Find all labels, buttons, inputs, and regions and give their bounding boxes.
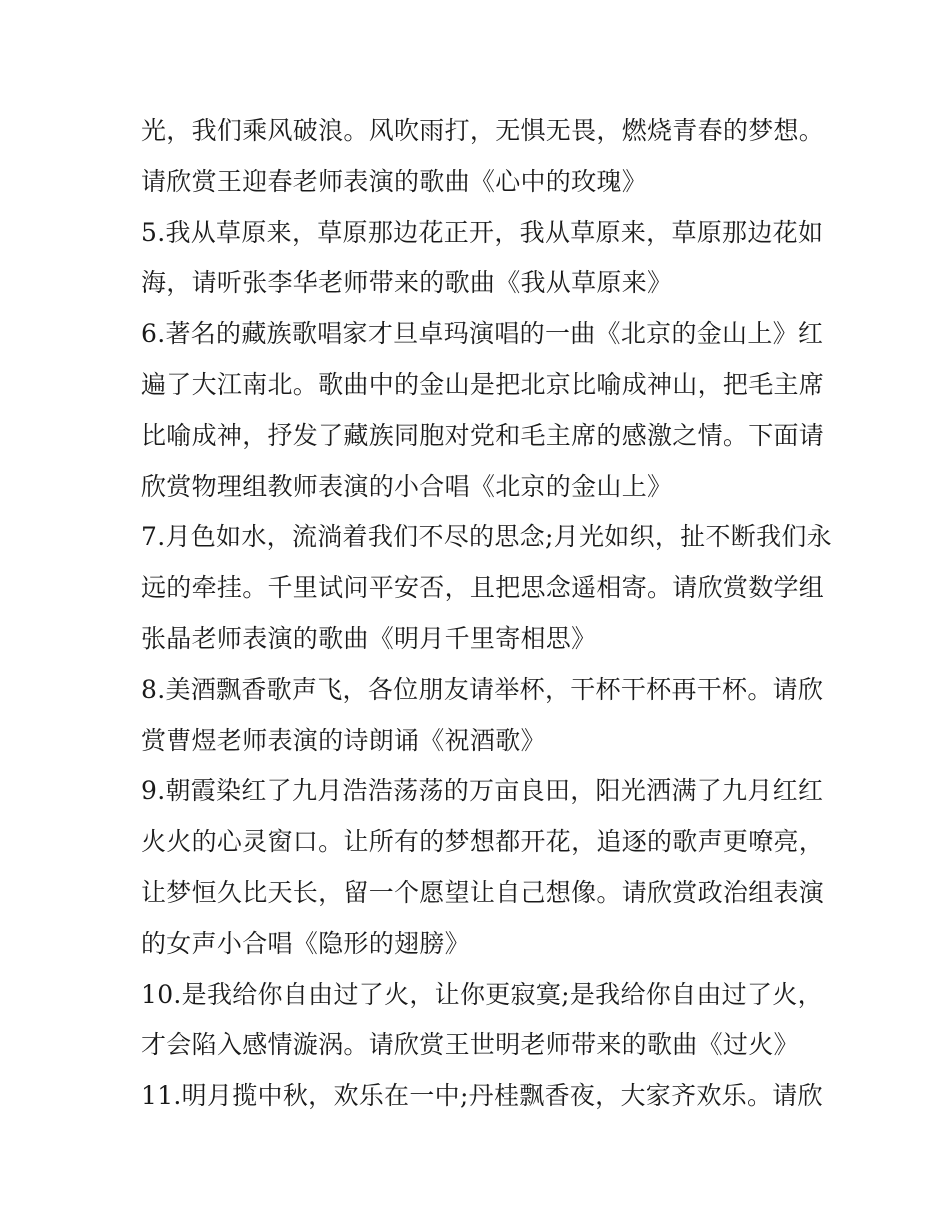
text-line: 赏曹煜老师表演的诗朗诵《祝酒歌》 bbox=[141, 725, 546, 755]
text-line: 火火的心灵窗口。让所有的梦想都开花，追逐的歌声更嘹亮， bbox=[141, 827, 825, 857]
text-line: 让梦恒久比天长，留一个愿望让自己想像。请欣赏政治组表演 bbox=[141, 877, 825, 907]
text-line: 6.著名的藏族歌唱家才旦卓玛演唱的一曲《北京的金山上》红 bbox=[141, 319, 824, 349]
text-line: 远的牵挂。千里试问平安否，且把思念遥相寄。请欣赏数学组 bbox=[141, 573, 825, 603]
text-line: 比喻成神，抒发了藏族同胞对党和毛主席的感激之情。下面请 bbox=[141, 420, 825, 450]
text-line: 的女声小合唱《隐形的翅膀》 bbox=[141, 928, 470, 958]
text-line: 8.美酒飘香歌声飞，各位朋友请举杯，干杯干杯再干杯。请欣 bbox=[141, 674, 824, 704]
text-line: 请欣赏王迎春老师表演的歌曲《心中的玫瑰》 bbox=[141, 166, 648, 196]
text-line: 张晶老师表演的歌曲《明月千里寄相思》 bbox=[141, 623, 597, 653]
document-body bbox=[141, 106, 831, 1122]
text-line: 11.明月揽中秋，欢乐在一中;丹桂飘香夜，大家齐欢乐。请欣 bbox=[141, 1081, 823, 1111]
text-line: 7.月色如水，流淌着我们不尽的思念;月光如织，扯不断我们永 bbox=[141, 522, 832, 552]
text-line: 才会陷入感情漩涡。请欣赏王世明老师带来的歌曲《过火》 bbox=[141, 1030, 799, 1060]
text-line: 光，我们乘风破浪。风吹雨打，无惧无畏，燃烧青春的梦想。 bbox=[141, 116, 825, 145]
text-line: 9.朝霞染红了九月浩浩荡荡的万亩良田，阳光洒满了九月红红 bbox=[141, 776, 824, 806]
text-line: 10.是我给你自由过了火，让你更寂寞;是我给你自由过了火， bbox=[141, 979, 823, 1009]
text-line: 海，请听张李华老师带来的歌曲《我从草原来》 bbox=[141, 268, 673, 298]
text-line: 5.我从草原来，草原那边花正开，我从草原来，草原那边花如 bbox=[141, 217, 824, 247]
text-line: 欣赏物理组教师表演的小合唱《北京的金山上》 bbox=[141, 471, 673, 501]
text-line: 遍了大江南北。歌曲中的金山是把北京比喻成神山，把毛主席 bbox=[141, 369, 825, 399]
